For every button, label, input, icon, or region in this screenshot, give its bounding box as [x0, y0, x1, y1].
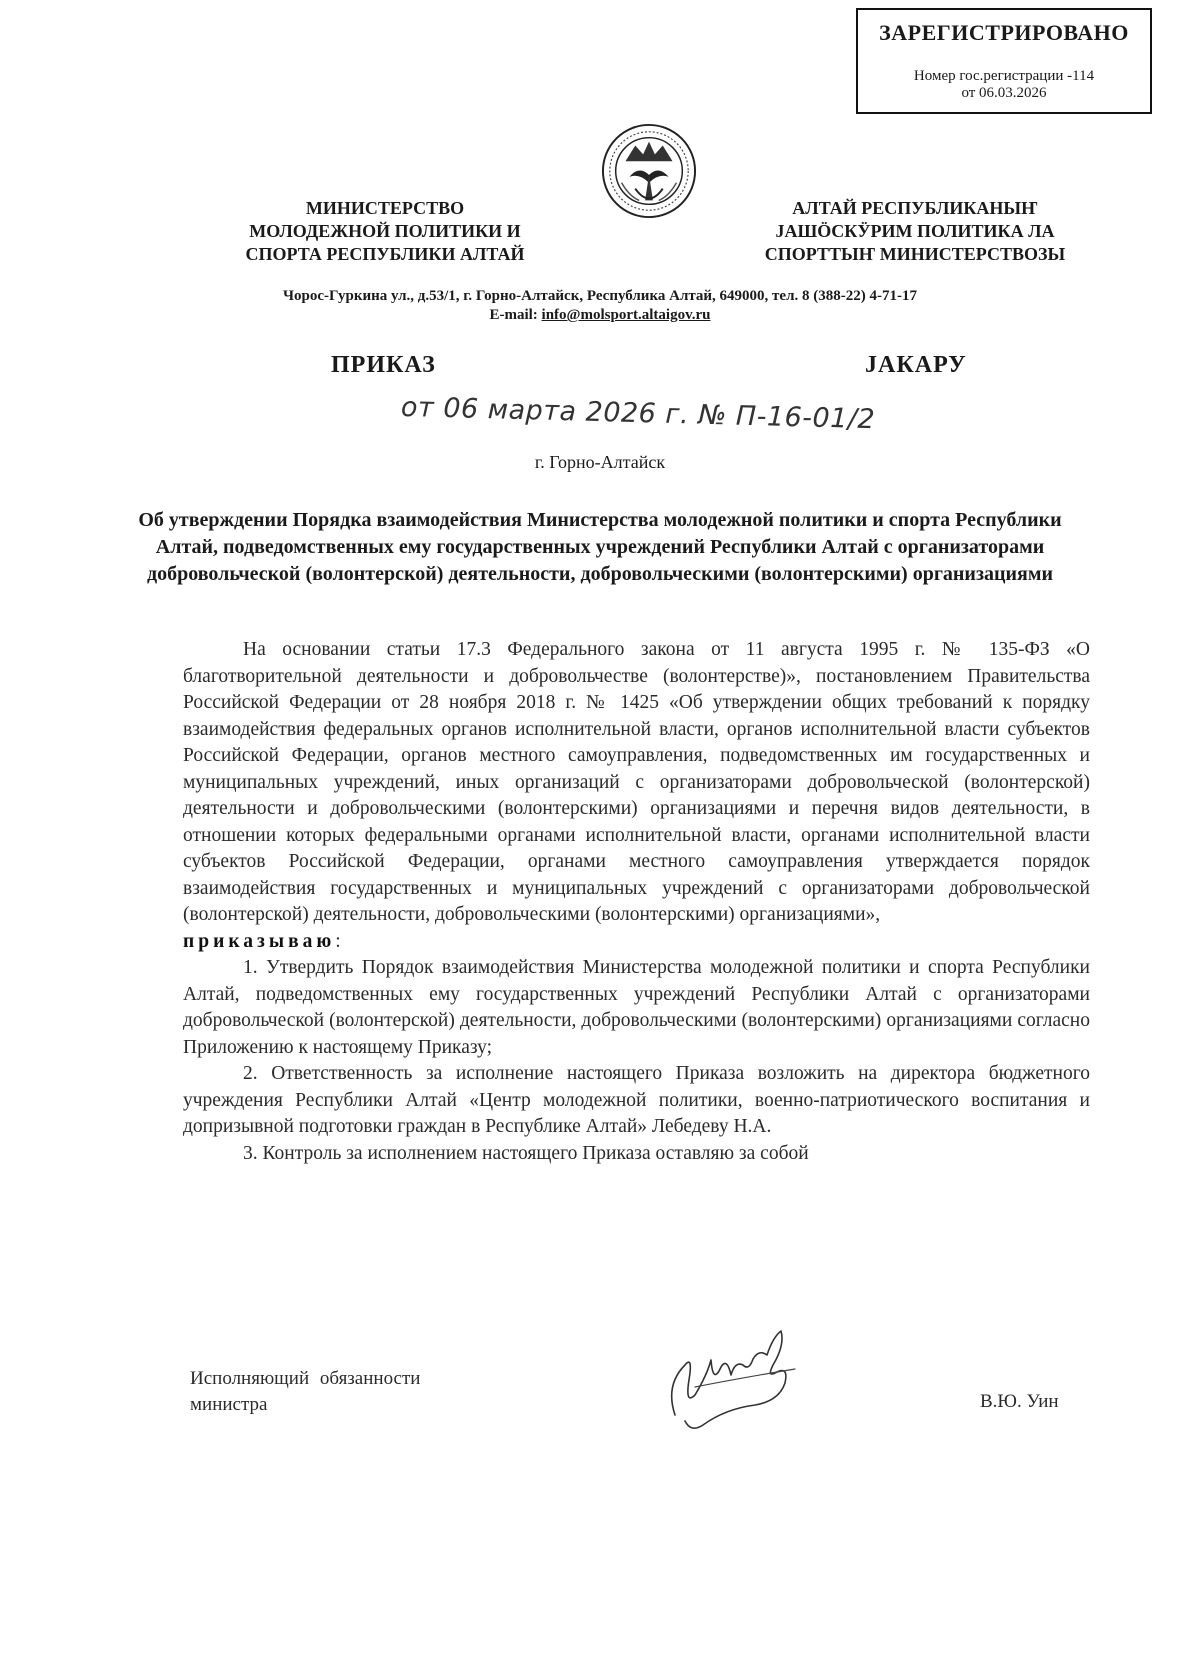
handwritten-order-date: [397, 386, 877, 436]
ministry-address: [90, 287, 1110, 325]
signatory-name: В.Ю. Уин: [980, 1391, 1059, 1412]
ministry-name-alt: [735, 197, 1095, 266]
order-item: 2. Ответственность за исполнение настоящего Приказа возложить на директора бюджетного учреждения Республики Алтай «Центр молодежной политики, военно-патриотического воспитания и допризывной подготовки граждан в Республике Алтай» Лебедеву Н.А.: [183, 1063, 1090, 1137]
preamble-paragraph: На основании статьи 17.3 Федерального закона от 11 августа 1995 г. № 135-ФЗ «О благотворительной деятельности и добровольчестве (волонтерстве)», постановлением Правительства Российской Федерации от 28 ноября 2018 г. № 1425 «Об утверждении общих требований к порядку взаимодействия федеральных органов исполнительной власти, органов исполнительной власти субъектов Российской Федерации, органов местного самоуправления, подведомственных им государственных и муниципальных учреждений, иных организаций с организаторами добровольческой (волонтерской) деятельности и добровольческими (волонтерскими) организациями и перечня видов деятельности, в отношении которых федеральными органами исполнительной власти, органами исполнительной власти субъектов Российской Федерации, органами местного самоуправления утверждается порядок взаимодействия государственных и муниципальных учреждений с организаторами добровольческой (волонтерской) деятельности, добровольческими (волонтерскими) организациями»,: [183, 639, 1090, 925]
stamp-reg-date: от 06.03.2026: [961, 85, 1047, 101]
city-line: г. Горно-Алтайск: [534, 452, 666, 472]
document-title: Об утверждении Порядка взаимодействия Министерства молодежной политики и спорта Республики Алтай, подведомственных ему государственных учреждений Республики Алтай с организаторами добровольческой (волонтерской) деятельности, добровольческими (волонтерскими) организациями: [138, 509, 1062, 585]
coat-of-arms-emblem-icon: [600, 122, 698, 220]
ministry-name-ru: [215, 197, 555, 266]
email-line: [90, 306, 1110, 325]
order-keyword: приказываю: [183, 930, 336, 952]
email-label: E-mail:: [489, 307, 542, 323]
order-keyword-line: [183, 929, 1090, 956]
email-link[interactable]: info@molsport.altaigov.ru: [541, 307, 711, 323]
address-line: Чорос-Гуркина ул., д.53/1, г. Горно-Алтайск, Республика Алтай, 649000, тел. 8 (388-22) 4-71-17: [283, 288, 917, 304]
registration-stamp: [856, 8, 1152, 114]
stamp-title: ЗАРЕГИСТРИРОВАНО: [879, 20, 1129, 45]
order-word-ru: ПРИКАЗ: [331, 352, 436, 378]
ministry-ru-line: СПОРТА РЕСПУБЛИКИ АЛТАЙ: [245, 244, 525, 264]
stamp-reg-number: Номер гос.регистрации -114: [913, 68, 1095, 84]
ministry-alt-line: АЛТАЙ РЕСПУБЛИКАНЫҤ: [792, 198, 1038, 218]
handwritten-signature: [655, 1325, 825, 1435]
ministry-alt-line: СПОРТТЫҤ МИНИСТЕРСТВОЗЫ: [764, 244, 1066, 264]
ministry-ru-line: МОЛОДЕЖНОЙ ПОЛИТИКИ И: [249, 221, 521, 241]
document-body: [183, 637, 1090, 1167]
order-word-alt: ЈАКАРУ: [865, 352, 967, 378]
ministry-alt-line: ЈАШӦСКӰРИМ ПОЛИТИКА ЛА: [775, 221, 1055, 241]
ministry-ru-line: МИНИСТЕРСТВО: [305, 198, 465, 218]
order-item: 1. Утвердить Порядок взаимодействия Министерства молодежной политики и спорта Республики Алтай, подведомственных ему государственных учреждений Республики Алтай с организаторами добровольческой (волонтерской) деятельности, добровольческими (волонтерскими) организациями согласно Приложению к настоящему Приказу;: [183, 957, 1090, 1058]
signatory-role: [190, 1366, 420, 1418]
signatory-role-line: Исполняющий обязанности: [190, 1368, 421, 1389]
order-keyword-suffix: :: [335, 930, 341, 952]
handwritten-date-text: от 06 марта 2026 г. № П-16-01/2: [400, 391, 876, 436]
signatory-role-line: министра: [190, 1394, 268, 1415]
order-item: 3. Контроль за исполнением настоящего Приказа оставляю за собой: [243, 1142, 809, 1164]
